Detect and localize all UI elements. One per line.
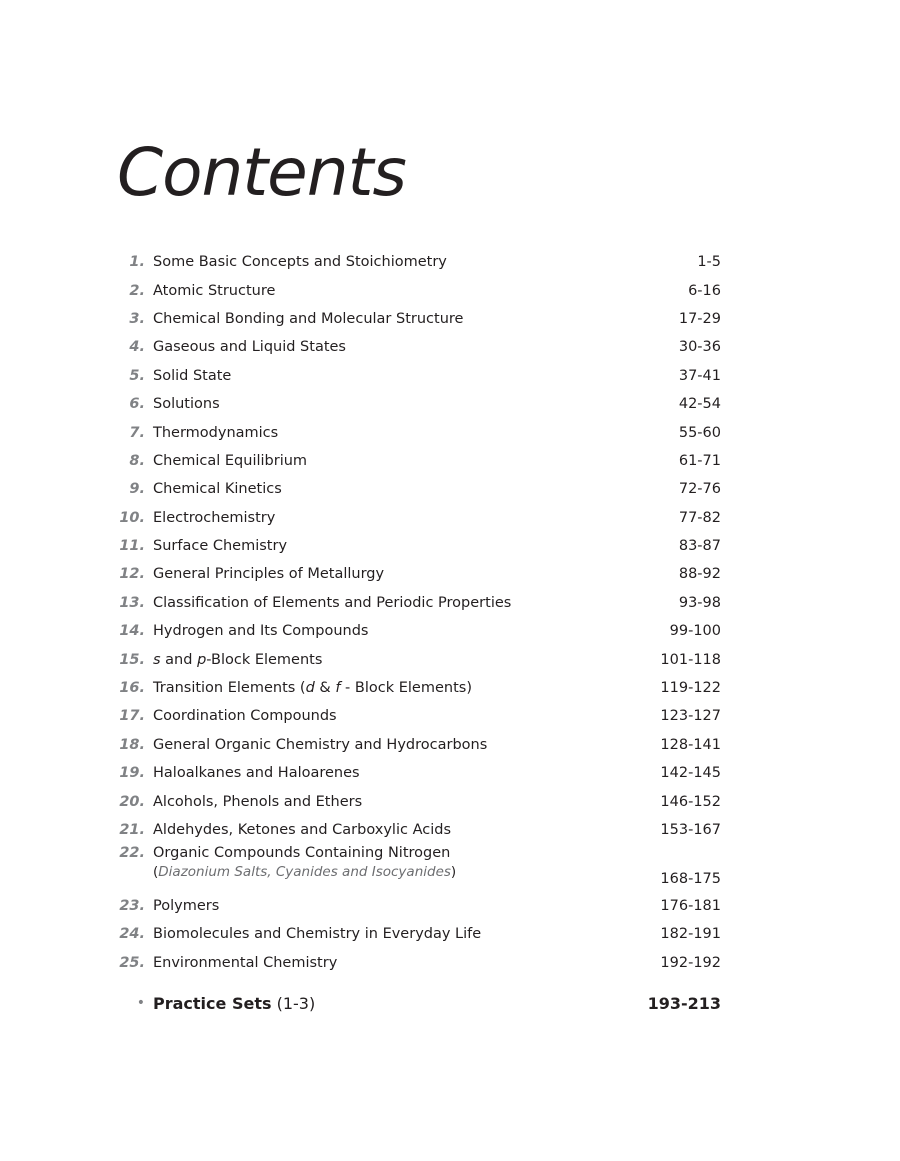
- title-d: d: [305, 680, 315, 697]
- entry-title: Biomolecules and Chemistry in Everyday Life: [153, 926, 482, 943]
- title-f: f: [335, 680, 341, 697]
- entry-title: Classification of Elements and Periodic Properties: [153, 594, 512, 611]
- bullet-icon: •: [136, 995, 145, 1012]
- entry-pages: 182-191: [660, 926, 721, 943]
- entry-number: 11.: [119, 538, 145, 555]
- entry-title: Alcohols, Phenols and Ethers: [153, 793, 363, 810]
- entry-pages: 17-29: [678, 310, 721, 327]
- entry-title: Polymers: [153, 897, 220, 914]
- subtitle-open: (: [153, 864, 159, 881]
- entry-title: General Principles of Metallurgy: [153, 566, 385, 583]
- entry-title: [153, 994, 641, 1013]
- entry-number: 24.: [119, 926, 145, 943]
- entry-pages: 83-87: [678, 538, 721, 555]
- entry-title: Electrochemistry: [153, 509, 276, 526]
- entry-title: Coordination Compounds: [153, 708, 337, 725]
- toc-entry-19[interactable]: [118, 759, 721, 787]
- title-s: s: [153, 651, 161, 668]
- toc-entry-17[interactable]: [118, 702, 721, 730]
- toc-entry-24[interactable]: [118, 920, 721, 948]
- toc-entry-practice-sets[interactable]: [118, 989, 721, 1017]
- title-amp: &: [314, 680, 336, 697]
- entry-number: 13.: [119, 594, 145, 611]
- entry-subtitle: [153, 864, 641, 880]
- entry-number: 19.: [119, 765, 145, 782]
- entry-title: Surface Chemistry: [153, 538, 288, 555]
- toc-entry-21[interactable]: [118, 816, 721, 844]
- toc-entry-12[interactable]: [118, 560, 721, 588]
- entry-pages: 168-175: [660, 870, 721, 887]
- subtitle-text: Diazonium Salts, Cyanides and Isocyanides: [158, 864, 451, 881]
- toc-entry-1[interactable]: [118, 248, 721, 276]
- toc-entry-3[interactable]: [118, 305, 721, 333]
- entry-title: Organic Compounds Containing Nitrogen: [153, 845, 451, 862]
- entry-pages: 99-100: [669, 623, 721, 640]
- entry-title: Gaseous and Liquid States: [153, 339, 346, 356]
- entry-number: 21.: [119, 822, 145, 838]
- toc-entry-10[interactable]: [118, 504, 721, 532]
- title-and: and: [160, 651, 198, 668]
- entry-pages: 192-192: [660, 954, 721, 971]
- entry-pages: 193-213: [647, 993, 721, 1013]
- toc-entry-4[interactable]: [118, 333, 721, 361]
- entry-number: 25.: [119, 954, 145, 971]
- entry-title: [153, 680, 641, 696]
- title-post: - Block Elements): [340, 680, 472, 697]
- entry-pages: 30-36: [678, 339, 721, 356]
- title-p: p: [197, 651, 207, 668]
- entry-pages: 176-181: [660, 897, 721, 914]
- entry-title: Chemical Kinetics: [153, 481, 282, 498]
- entry-number: 23.: [119, 897, 145, 914]
- entry-title: Solid State: [153, 367, 232, 384]
- entry-pages: 142-145: [660, 765, 721, 782]
- entry-title: Aldehydes, Ketones and Carboxylic Acids: [153, 822, 451, 838]
- entry-pages: 146-152: [660, 793, 721, 810]
- entry-pages: 1-5: [697, 254, 721, 271]
- entry-pages: 61-71: [678, 452, 721, 469]
- entry-number: 18.: [119, 736, 145, 753]
- entry-number: 17.: [119, 708, 145, 725]
- toc-entry-2[interactable]: [118, 276, 721, 304]
- toc-entry-16[interactable]: [118, 674, 721, 702]
- toc-entry-5[interactable]: [118, 362, 721, 390]
- entry-number: 22.: [119, 845, 145, 862]
- toc-entry-23[interactable]: [118, 892, 721, 920]
- table-of-contents: [118, 248, 721, 1017]
- entry-number: 2.: [129, 282, 145, 299]
- entry-title: General Organic Chemistry and Hydrocarbons: [153, 736, 488, 753]
- entry-title: Solutions: [153, 396, 220, 413]
- title-pre: Transition Elements (: [153, 680, 306, 697]
- entry-number: 8.: [129, 452, 145, 469]
- toc-entry-7[interactable]: [118, 418, 721, 446]
- entry-title-block: [153, 845, 641, 880]
- subtitle-close: ): [450, 864, 457, 881]
- entry-pages: 42-54: [678, 396, 721, 413]
- entry-pages: 119-122: [660, 680, 721, 697]
- entry-pages: 123-127: [660, 708, 721, 725]
- toc-entry-25[interactable]: [118, 949, 721, 977]
- entry-number: 4.: [129, 339, 145, 356]
- entry-title: Chemical Equilibrium: [153, 452, 308, 469]
- entry-number: 15.: [119, 651, 145, 668]
- entry-title: Hydrogen and Its Compounds: [153, 623, 369, 640]
- entry-number: 1.: [129, 254, 145, 271]
- title-rest: -Block Elements: [206, 651, 323, 668]
- entry-title: Thermodynamics: [153, 424, 279, 441]
- entry-title: Haloalkanes and Haloarenes: [153, 765, 360, 782]
- toc-entry-14[interactable]: [118, 617, 721, 645]
- entry-pages: 101-118: [660, 651, 721, 668]
- entry-title: Environmental Chemistry: [153, 954, 338, 971]
- entry-title: Some Basic Concepts and Stoichiometry: [153, 254, 447, 271]
- entry-number: 10.: [119, 509, 145, 526]
- entry-pages: 55-60: [678, 424, 721, 441]
- entry-number: 3.: [129, 310, 145, 327]
- entry-number: 20.: [119, 793, 145, 810]
- entry-number: 14.: [119, 623, 145, 640]
- toc-entry-11[interactable]: [118, 532, 721, 560]
- toc-entry-22[interactable]: [118, 844, 721, 892]
- entry-pages: 77-82: [678, 509, 721, 526]
- toc-entry-13[interactable]: [118, 589, 721, 617]
- entry-number: 5.: [129, 367, 145, 384]
- entry-title: Chemical Bonding and Molecular Structure: [153, 310, 464, 327]
- entry-pages: 6-16: [688, 282, 721, 299]
- entry-pages: 72-76: [678, 481, 721, 498]
- entry-number: 6.: [129, 396, 145, 413]
- entry-number: 7.: [129, 424, 145, 441]
- practice-label: Practice Sets: [153, 993, 272, 1013]
- entry-number: 16.: [119, 680, 145, 697]
- entry-pages: 93-98: [678, 594, 721, 611]
- practice-range: (1-3): [271, 993, 316, 1013]
- entry-title: Atomic Structure: [153, 282, 276, 299]
- toc-entry-9[interactable]: [118, 475, 721, 503]
- page-title: Contents: [117, 134, 406, 211]
- toc-entry-8[interactable]: [118, 447, 721, 475]
- toc-entry-18[interactable]: [118, 731, 721, 759]
- entry-title: [153, 652, 641, 668]
- toc-entry-6[interactable]: [118, 390, 721, 418]
- entry-pages: 37-41: [678, 367, 721, 384]
- toc-entry-20[interactable]: [118, 787, 721, 815]
- entry-pages: 88-92: [678, 566, 721, 583]
- entry-number: 12.: [119, 566, 145, 583]
- toc-entry-15[interactable]: [118, 645, 721, 673]
- entry-pages: 153-167: [660, 822, 721, 838]
- entry-number: 9.: [129, 481, 145, 498]
- entry-pages: 128-141: [660, 736, 721, 753]
